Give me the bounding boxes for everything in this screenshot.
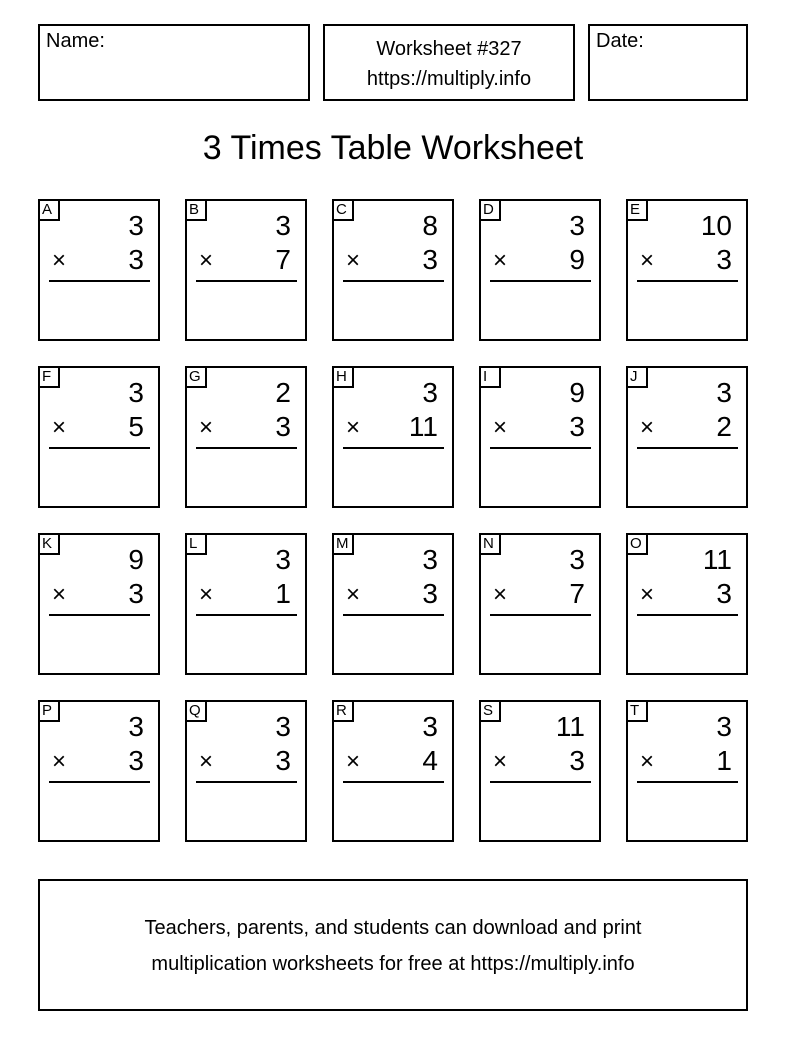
top-number: 3: [128, 210, 144, 241]
worksheet-number: Worksheet #327: [376, 38, 522, 60]
problem-h[interactable]: [332, 366, 454, 508]
problem-letter: R: [332, 700, 354, 722]
multiply-sign-icon: ×: [346, 581, 361, 608]
multiply-sign-icon: ×: [346, 414, 361, 441]
bottom-number: 11: [408, 411, 438, 442]
answer-line: [490, 447, 591, 449]
top-number: 3: [422, 711, 438, 742]
top-number: 3: [569, 210, 585, 241]
problem-letter: D: [479, 199, 501, 221]
problem-grid: [38, 199, 749, 842]
bottom-number: 3: [128, 578, 144, 609]
problem-letter: C: [332, 199, 354, 221]
multiply-sign-icon: ×: [199, 581, 214, 608]
answer-line: [637, 447, 738, 449]
multiply-sign-icon: ×: [640, 247, 655, 274]
problem-l[interactable]: [185, 533, 307, 675]
footer-line-2: multiplication worksheets for free at https://multiply.info: [151, 953, 635, 975]
problem-s[interactable]: [479, 700, 601, 842]
multiply-sign-icon: ×: [52, 247, 67, 274]
problem-letter: M: [332, 533, 354, 555]
answer-line: [196, 781, 297, 783]
worksheet-info-box: [323, 24, 575, 101]
problem-letter: I: [479, 366, 501, 388]
multiply-sign-icon: ×: [52, 581, 67, 608]
top-number: 3: [275, 210, 291, 241]
answer-line: [49, 447, 150, 449]
problem-letter: G: [185, 366, 207, 388]
answer-line: [196, 280, 297, 282]
problem-d[interactable]: [479, 199, 601, 341]
date-field[interactable]: [588, 24, 748, 101]
multiply-sign-icon: ×: [640, 748, 655, 775]
multiply-sign-icon: ×: [199, 748, 214, 775]
multiply-sign-icon: ×: [493, 414, 508, 441]
problem-letter: S: [479, 700, 501, 722]
top-number: 11: [702, 544, 732, 575]
bottom-number: 3: [716, 578, 732, 609]
problem-o[interactable]: [626, 533, 748, 675]
problem-letter: K: [38, 533, 60, 555]
bottom-number: 3: [422, 244, 438, 275]
bottom-number: 3: [422, 578, 438, 609]
problem-g[interactable]: [185, 366, 307, 508]
top-number: 9: [128, 544, 144, 575]
answer-line: [49, 614, 150, 616]
bottom-number: 3: [275, 411, 291, 442]
problem-letter: B: [185, 199, 207, 221]
problem-c[interactable]: [332, 199, 454, 341]
answer-line: [637, 781, 738, 783]
problem-e[interactable]: [626, 199, 748, 341]
problem-f[interactable]: [38, 366, 160, 508]
top-number: 3: [128, 377, 144, 408]
problem-letter: E: [626, 199, 648, 221]
multiply-sign-icon: ×: [640, 414, 655, 441]
multiply-sign-icon: ×: [640, 581, 655, 608]
footer-line-1: Teachers, parents, and students can download and print: [144, 917, 642, 939]
answer-line: [343, 781, 444, 783]
problem-letter: T: [626, 700, 648, 722]
bottom-number: 3: [716, 244, 732, 275]
multiply-sign-icon: ×: [199, 414, 214, 441]
multiply-sign-icon: ×: [493, 748, 508, 775]
answer-line: [49, 781, 150, 783]
top-number: 10: [700, 210, 732, 241]
answer-line: [490, 781, 591, 783]
top-number: 3: [569, 544, 585, 575]
top-number: 3: [422, 544, 438, 575]
date-label: Date:: [596, 30, 644, 52]
top-number: 2: [275, 377, 291, 408]
answer-line: [196, 447, 297, 449]
problem-letter: H: [332, 366, 354, 388]
bottom-number: 3: [569, 411, 585, 442]
problem-j[interactable]: [626, 366, 748, 508]
top-number: 3: [716, 711, 732, 742]
problem-letter: J: [626, 366, 648, 388]
answer-line: [490, 280, 591, 282]
bottom-number: 4: [422, 745, 438, 776]
problem-letter: A: [38, 199, 60, 221]
footer-box: [38, 879, 748, 1011]
problem-letter: Q: [185, 700, 207, 722]
bottom-number: 5: [128, 411, 144, 442]
top-number: 8: [422, 210, 438, 241]
top-number: 11: [555, 711, 585, 742]
page-title: 3 Times Table Worksheet: [202, 129, 584, 167]
multiply-sign-icon: ×: [493, 581, 508, 608]
answer-line: [637, 614, 738, 616]
answer-line: [490, 614, 591, 616]
bottom-number: 3: [275, 745, 291, 776]
top-number: 3: [128, 711, 144, 742]
problem-q[interactable]: [185, 700, 307, 842]
bottom-number: 1: [275, 578, 291, 609]
name-label: Name:: [46, 30, 105, 52]
problem-letter: F: [38, 366, 60, 388]
top-number: 3: [422, 377, 438, 408]
multiply-sign-icon: ×: [52, 748, 67, 775]
problem-r[interactable]: [332, 700, 454, 842]
problem-t[interactable]: [626, 700, 748, 842]
problem-letter: L: [185, 533, 207, 555]
answer-line: [343, 614, 444, 616]
bottom-number: 2: [716, 411, 732, 442]
bottom-number: 3: [128, 244, 144, 275]
multiply-sign-icon: ×: [346, 748, 361, 775]
bottom-number: 1: [716, 745, 732, 776]
bottom-number: 7: [569, 578, 585, 609]
answer-line: [637, 280, 738, 282]
bottom-number: 7: [275, 244, 291, 275]
problem-m[interactable]: [332, 533, 454, 675]
problem-letter: P: [38, 700, 60, 722]
answer-line: [49, 280, 150, 282]
problem-k[interactable]: [38, 533, 160, 675]
multiply-sign-icon: ×: [346, 247, 361, 274]
top-number: 3: [275, 711, 291, 742]
bottom-number: 3: [569, 745, 585, 776]
multiply-sign-icon: ×: [52, 414, 67, 441]
problem-letter: N: [479, 533, 501, 555]
problem-i[interactable]: [479, 366, 601, 508]
multiply-sign-icon: ×: [493, 247, 508, 274]
answer-line: [343, 447, 444, 449]
problem-b[interactable]: [185, 199, 307, 341]
top-number: 9: [569, 377, 585, 408]
worksheet-url: https://multiply.info: [366, 68, 532, 90]
bottom-number: 3: [128, 745, 144, 776]
top-number: 3: [275, 544, 291, 575]
problem-p[interactable]: [38, 700, 160, 842]
answer-line: [196, 614, 297, 616]
answer-line: [343, 280, 444, 282]
bottom-number: 9: [569, 244, 585, 275]
problem-a[interactable]: [38, 199, 160, 341]
name-field[interactable]: [38, 24, 310, 101]
multiply-sign-icon: ×: [199, 247, 214, 274]
problem-letter: O: [626, 533, 648, 555]
problem-n[interactable]: [479, 533, 601, 675]
top-number: 3: [716, 377, 732, 408]
